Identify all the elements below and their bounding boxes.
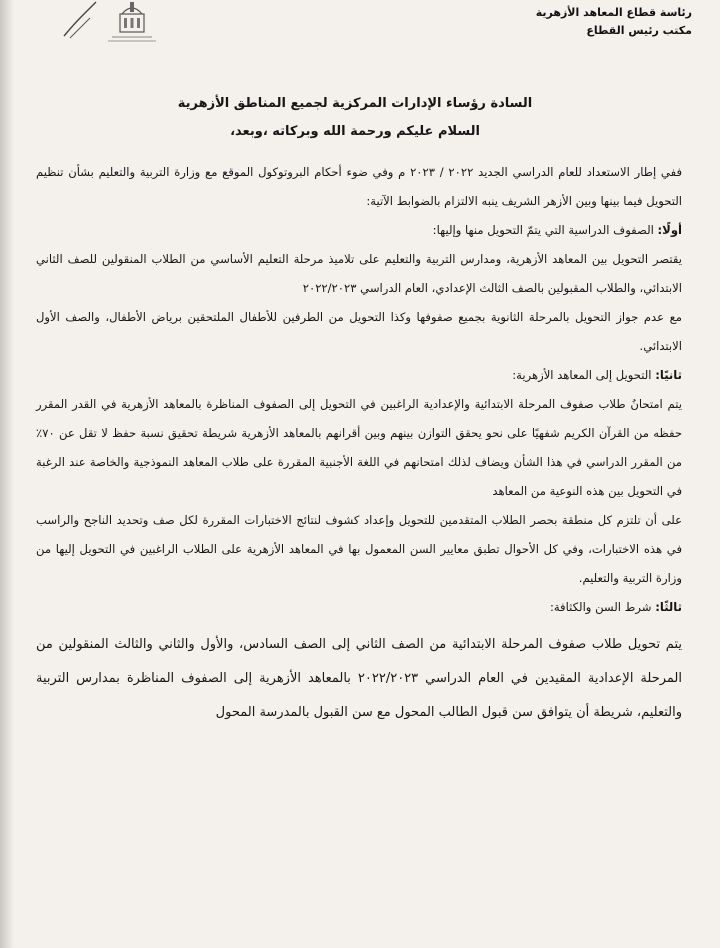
paragraph-second-2: على أن تلتزم كل منطقة بحصر الطلاب المتقدمين للتحويل وإعداد كشوف لنتائج الاختبارات المقررة لكل صف وتحديد الناجح والراسب في هذه الاختبارات، وفي كل الأحوال تطبق معايير السن المعمول بها في المعاهد الأزهرية على الطلاب الراغبين في التحويل إليها من وزارة التربية والتعليم.: [36, 513, 682, 585]
sender-line-2: مكتب رئيس القطاع: [586, 24, 692, 37]
handwritten-signature: [60, 0, 100, 40]
section-title-third: شرط السن والكثافة:: [549, 600, 652, 614]
letter-body: [36, 158, 682, 730]
section-heading-second: [36, 361, 682, 390]
intro-paragraph: ففي إطار الاستعداد للعام الدراسي الجديد ٢٠٢٢ / ٢٠٢٣ م وفي ضوء أحكام البروتوكول الموقع مع وزارة التربية والتعليم بشأن تنظيم التحويل فيما بينها وبين الأزهر الشريف ينبه الالتزام بالضوابط الآتية:: [36, 165, 683, 208]
section-title-first: الصفوف الدراسية التي يتمّ التحويل منها وإليها:: [432, 223, 654, 237]
sender-block: [492, 4, 692, 40]
greeting: السلام عليكم ورحمة الله وبركاته ،وبعد،: [230, 124, 480, 139]
addressee-title: السادة رؤساء الإدارات المركزية لجميع المناطق الأزهرية: [177, 96, 533, 111]
al-azhar-logo: [104, 0, 160, 52]
section-number-third: ثالثًا:: [655, 600, 682, 614]
al-azhar-emblem-icon: [117, 0, 147, 34]
section-heading-first: [36, 216, 682, 245]
page-edge-shadow: [0, 0, 14, 948]
paragraph-first-1: يقتصر التحويل بين المعاهد الأزهرية، ومدارس التربية والتعليم على تلاميذ مرحلة التعليم الأساسي من الطلاب المنقولين للصف الثاني الابتدائي، والطلاب المقبولين بالصف الثالث الإعدادي، العام الدراسي ٢٠٢٢/٢٠٢٣: [36, 252, 682, 295]
section-title-second: التحويل إلى المعاهد الأزهرية:: [512, 368, 652, 382]
section-heading-third: [36, 593, 682, 622]
logo-caption-lines: [106, 34, 158, 44]
section-number-first: أولًا:: [657, 223, 682, 237]
sender-line-1: رئاسة قطاع المعاهد الأزهرية: [535, 6, 692, 19]
paragraph-first-2: مع عدم جواز التحويل بالمرحلة الثانوية بجميع صفوفها وكذا التحويل من الطرفين للأطفال الملتحقين برياض الأطفال، والصف الأول الابتدائي.: [36, 310, 682, 353]
section-number-second: ثانيًا:: [655, 368, 682, 382]
paragraph-third-1: يتم تحويل طلاب صفوف المرحلة الابتدائية من الصف الثاني إلى الصف السادس، والأول والثاني والثالث المنقولين من المرحلة الإعدادية المقيدين في العام الدراسي ٢٠٢٢/٢٠٢٣ بالمعاهد الأزهرية إلى الصفوف المناظرة بمدارس التربية والتعليم، شريطة أن يتوافق سن قبول الطالب المحول مع سن القبول بالمدرسة المحول: [36, 637, 682, 720]
addressee-block: [160, 90, 550, 146]
paragraph-second-1: يتم امتحانُ طلاب صفوف المرحلة الابتدائية والإعدادية الراغبين في التحويل إلى الصفوف المناظرة بالمعاهد الأزهرية في القدر المقرر حفظه من القرآن الكريم شفهيًا على نحو يحقق التوازن بينهم وبين أقرانهم بالمعاهد الأزهرية شريطة تحقيق نسبة حفظ لا تقل عن ٧٠٪ من المقرر الدراسي في هذا الشأن ويضاف لذلك امتحانهم في اللغة الأجنبية المقررة على طلاب المعاهد النموذجية والخاصة عند الرغبة في التحويل بين هذه النوعية من المعاهد: [36, 397, 682, 498]
